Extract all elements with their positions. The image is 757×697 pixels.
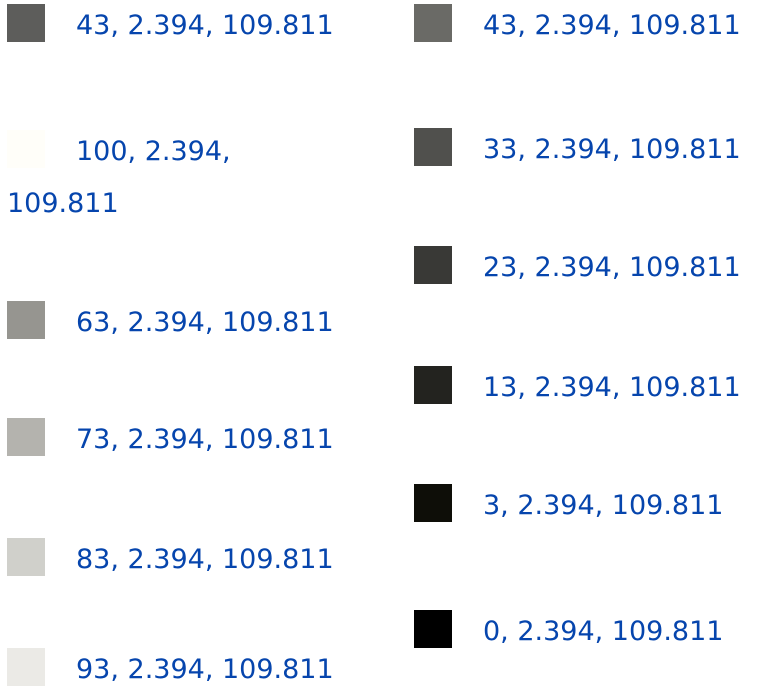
color-swatch (7, 130, 45, 168)
color-value-label: 33, 2.394, 109.811 (483, 134, 741, 165)
color-swatch (414, 4, 452, 42)
color-value-label: 23, 2.394, 109.811 (483, 252, 741, 283)
color-swatch (7, 648, 45, 686)
color-value-label: 43, 2.394, 109.811 (76, 10, 334, 41)
color-link-13[interactable] (414, 362, 754, 414)
color-link-93[interactable] (7, 644, 337, 696)
color-swatch (414, 246, 452, 284)
color-swatch (7, 538, 45, 576)
color-value-label: 93, 2.394, 109.811 (76, 654, 334, 685)
color-value-label: 100, 2.394, 109.811 (7, 136, 231, 219)
color-value-label: 43, 2.394, 109.811 (483, 10, 741, 41)
color-link-3[interactable] (414, 480, 754, 532)
color-swatch (414, 128, 452, 166)
color-link-43-right[interactable] (414, 0, 754, 52)
color-swatch (7, 4, 45, 42)
color-link-100[interactable] (7, 126, 337, 230)
color-value-label: 3, 2.394, 109.811 (483, 490, 724, 521)
color-link-73[interactable] (7, 414, 337, 466)
color-link-83[interactable] (7, 534, 337, 586)
color-swatch (7, 418, 45, 456)
color-swatch (414, 484, 452, 522)
color-link-23[interactable] (414, 242, 754, 294)
color-value-label: 63, 2.394, 109.811 (76, 307, 334, 338)
color-value-label: 0, 2.394, 109.811 (483, 616, 724, 647)
color-link-43-left[interactable] (7, 0, 337, 52)
color-swatch (7, 301, 45, 339)
color-swatch (414, 366, 452, 404)
color-link-63[interactable] (7, 297, 337, 349)
color-value-label: 73, 2.394, 109.811 (76, 424, 334, 455)
color-swatch (414, 610, 452, 648)
color-link-0[interactable] (414, 606, 754, 658)
color-value-label: 83, 2.394, 109.811 (76, 544, 334, 575)
color-link-33[interactable] (414, 124, 754, 176)
color-value-label: 13, 2.394, 109.811 (483, 372, 741, 403)
